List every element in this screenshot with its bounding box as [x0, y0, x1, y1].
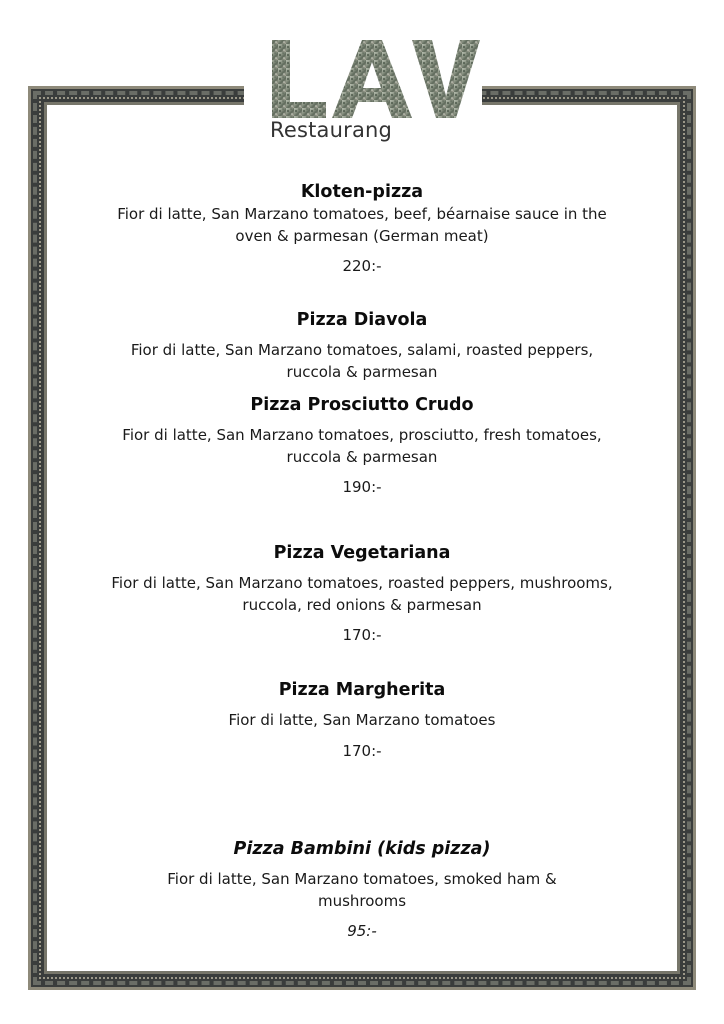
menu-item-description: Fior di latte, San Marzano tomatoes, salami, roasted peppers, ruccola & parmesan — [130, 341, 594, 381]
menu-item-kloten — [60, 180, 664, 277]
logo-subtitle: Restaurang — [270, 118, 393, 142]
menu-item-vegetariana — [60, 541, 664, 646]
menu-item-price: 170:- — [342, 626, 382, 644]
logo-letter-l — [272, 40, 326, 118]
logo-letter-a — [332, 40, 412, 118]
menu-item-price: 220:- — [342, 257, 382, 275]
menu-item-price: 95:- — [347, 922, 377, 940]
menu-item-bambini — [60, 837, 664, 942]
menu-item-name: Pizza Vegetariana — [273, 543, 451, 563]
menu-item-name: Pizza Bambini (kids pizza) — [233, 839, 491, 859]
menu-item-price: 190:- — [342, 478, 382, 496]
menu-item-price: 170:- — [342, 741, 382, 760]
menu-item-description: Fior di latte, San Marzano tomatoes, beef, béarnaise sauce in the oven & parmesan (German meat) — [117, 205, 607, 245]
menu-item-description: Fior di latte, San Marzano tomatoes, prosciutto, fresh tomatoes, ruccola & parmesan — [122, 426, 602, 466]
menu-item-name: Pizza Diavola — [296, 310, 428, 330]
menu-item-description: Fior di latte, San Marzano tomatoes, roasted peppers, mushrooms, ruccola, red onions & parmesan — [111, 574, 613, 614]
logo-letters — [262, 36, 482, 120]
logo-letter-v — [412, 40, 480, 118]
menu-item-name: Kloten-pizza — [300, 182, 424, 202]
menu-item-description: Fior di latte, San Marzano tomatoes, smoked ham & mushrooms — [167, 870, 557, 910]
menu-item-name: Pizza Prosciutto Crudo — [250, 395, 474, 415]
menu-item-margherita — [60, 678, 664, 762]
menu-item-diavola — [60, 308, 664, 383]
restaurant-logo — [262, 36, 482, 148]
menu-item-description: Fior di latte, San Marzano tomatoes — [228, 711, 496, 729]
menu-item-prosciutto-crudo — [60, 393, 664, 498]
menu-item-name: Pizza Margherita — [278, 680, 446, 700]
